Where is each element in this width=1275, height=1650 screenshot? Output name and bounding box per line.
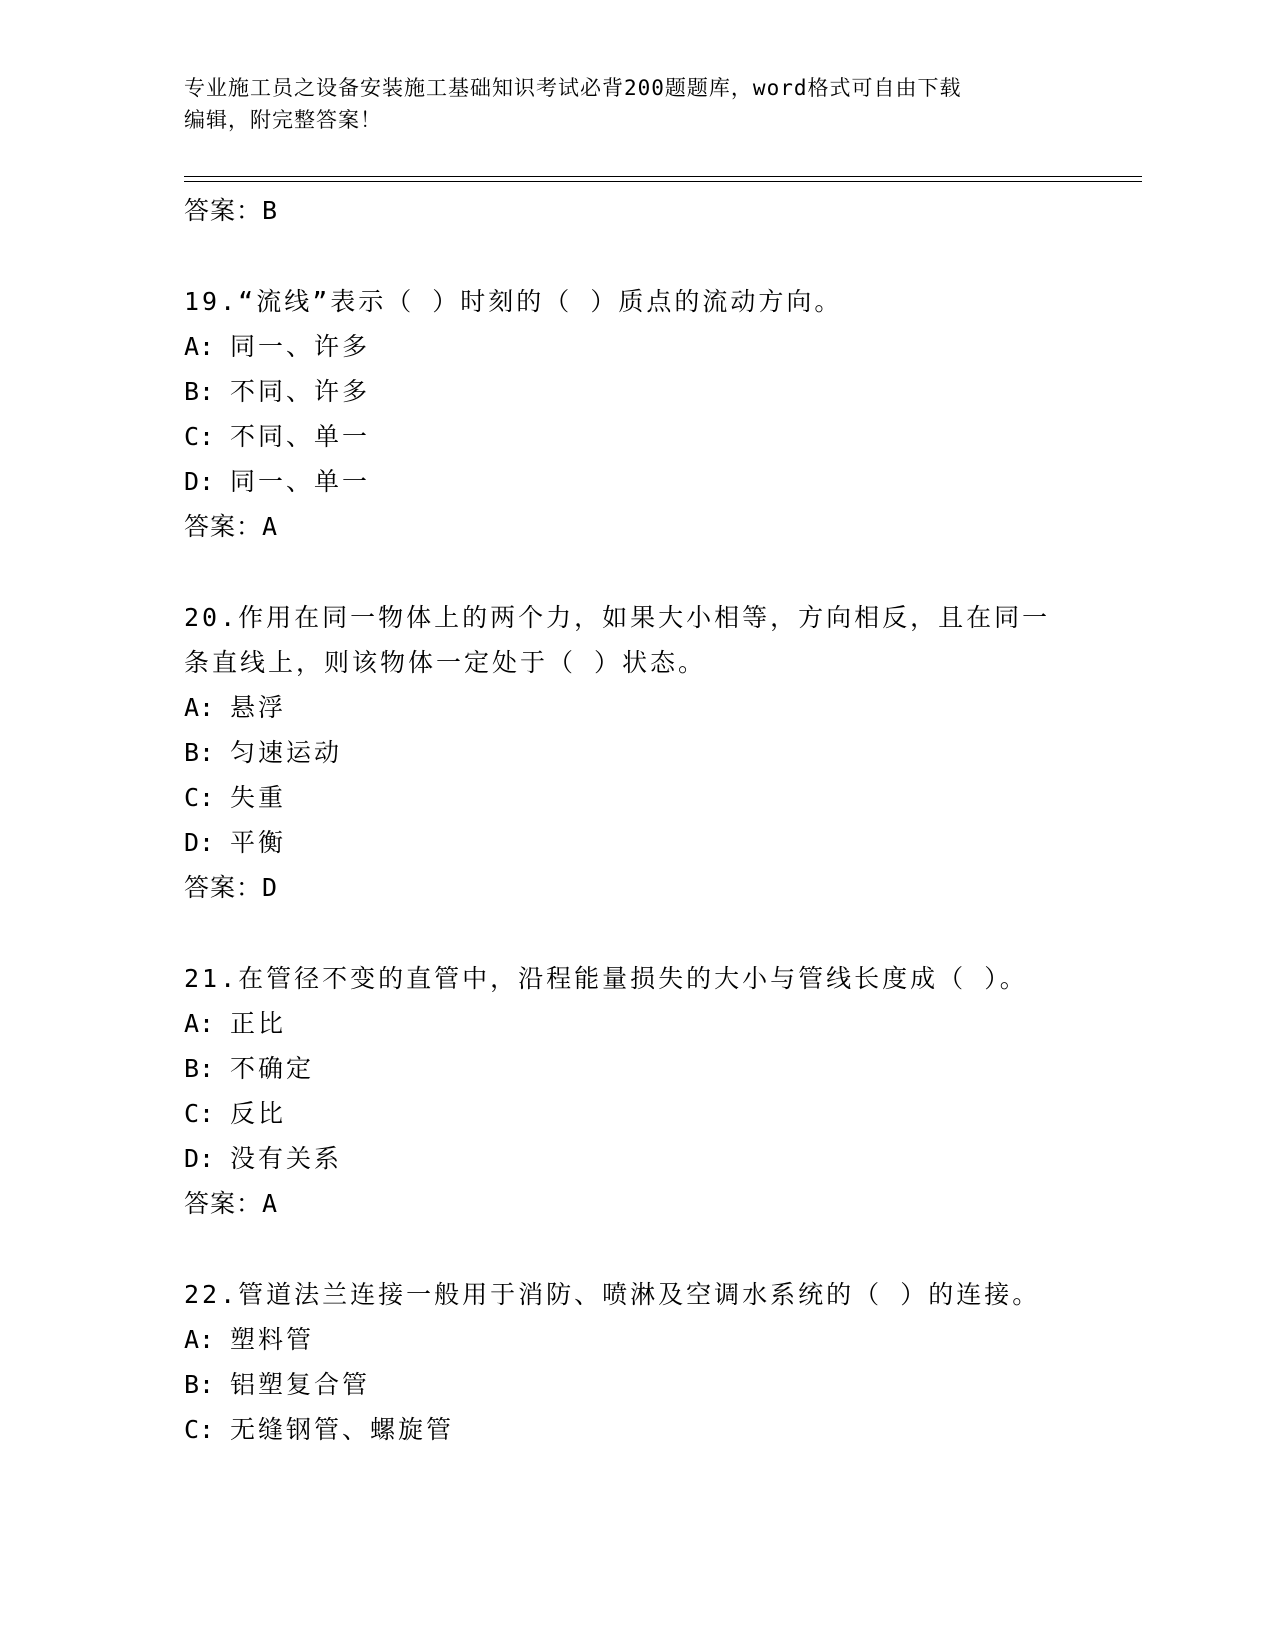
option-text: 失重 [230, 783, 287, 812]
option-text: 不同、许多 [230, 377, 371, 406]
option-b [184, 1046, 1084, 1091]
option-letter: A: [184, 693, 215, 722]
document-header [184, 72, 1064, 136]
option-letter: C: [184, 1099, 215, 1128]
answer-label: 答案： [184, 873, 263, 902]
option-letter: B: [184, 1054, 215, 1083]
option-b [184, 369, 1084, 414]
option-text: 正比 [230, 1009, 287, 1038]
question-stem: 20.作用在同一物体上的两个力，如果大小相等，方向相反，且在同一 [184, 603, 1051, 632]
question-22 [184, 1272, 1084, 1452]
option-b [184, 1362, 1084, 1407]
option-text: 没有关系 [230, 1144, 343, 1173]
question-stem: 19.“流线”表示（ ）时刻的（ ）质点的流动方向。 [184, 287, 843, 316]
question-list [184, 188, 1084, 1452]
option-text: 反比 [230, 1099, 287, 1128]
option-letter: C: [184, 1415, 215, 1444]
option-letter: C: [184, 783, 215, 812]
option-text: 匀速运动 [230, 738, 343, 767]
option-c [184, 1091, 1084, 1136]
answer-label: 答案： [184, 1189, 263, 1218]
option-text: 不同、单一 [230, 422, 371, 451]
option-d [184, 459, 1084, 504]
answer-label: 答案： [184, 196, 263, 225]
option-d [184, 1136, 1084, 1181]
answer-value: D [262, 873, 279, 902]
option-letter: D: [184, 467, 215, 496]
option-letter: B: [184, 1370, 215, 1399]
option-letter: D: [184, 1144, 215, 1173]
question-stem: 21.在管径不变的直管中，沿程能量损失的大小与管线长度成（ ）。 [184, 964, 1028, 993]
question-20 [184, 595, 1084, 910]
option-text: 铝塑复合管 [230, 1370, 371, 1399]
question-stem: 22.管道法兰连接一般用于消防、喷淋及空调水系统的（ ）的连接。 [184, 1280, 1041, 1309]
option-letter: B: [184, 738, 215, 767]
answer-label: 答案： [184, 512, 263, 541]
option-text: 不确定 [230, 1054, 315, 1083]
option-letter: C: [184, 422, 215, 451]
option-text: 悬浮 [230, 693, 287, 722]
header-line-1: 专业施工员之设备安装施工基础知识考试必背200题题库，word格式可自由下载 [184, 76, 962, 100]
option-text: 无缝钢管、螺旋管 [230, 1415, 455, 1444]
option-letter: B: [184, 377, 215, 406]
option-d [184, 820, 1084, 865]
answer [184, 865, 1084, 910]
option-a [184, 1001, 1084, 1046]
option-b [184, 730, 1084, 775]
option-text: 同一、单一 [230, 467, 371, 496]
header-line-2: 编辑，附完整答案！ [184, 108, 382, 132]
option-c [184, 775, 1084, 820]
option-text: 平衡 [230, 828, 287, 857]
header-divider [184, 176, 1142, 182]
question-19 [184, 279, 1084, 549]
answer [184, 1181, 1084, 1226]
option-c [184, 414, 1084, 459]
option-text: 同一、许多 [230, 332, 371, 361]
answer-value: A [262, 512, 279, 541]
question-21 [184, 956, 1084, 1226]
option-a [184, 1317, 1084, 1362]
option-a [184, 685, 1084, 730]
option-letter: A: [184, 1009, 215, 1038]
option-c [184, 1407, 1084, 1452]
option-a [184, 324, 1084, 369]
option-letter: A: [184, 332, 215, 361]
option-letter: D: [184, 828, 215, 857]
option-letter: A: [184, 1325, 215, 1354]
option-text: 塑料管 [230, 1325, 315, 1354]
answer-value: A [262, 1189, 279, 1218]
answer-value: B [262, 196, 279, 225]
previous-answer [184, 188, 1084, 233]
question-stem-continued: 条直线上，则该物体一定处于（ ）状态。 [184, 648, 707, 677]
answer [184, 504, 1084, 549]
